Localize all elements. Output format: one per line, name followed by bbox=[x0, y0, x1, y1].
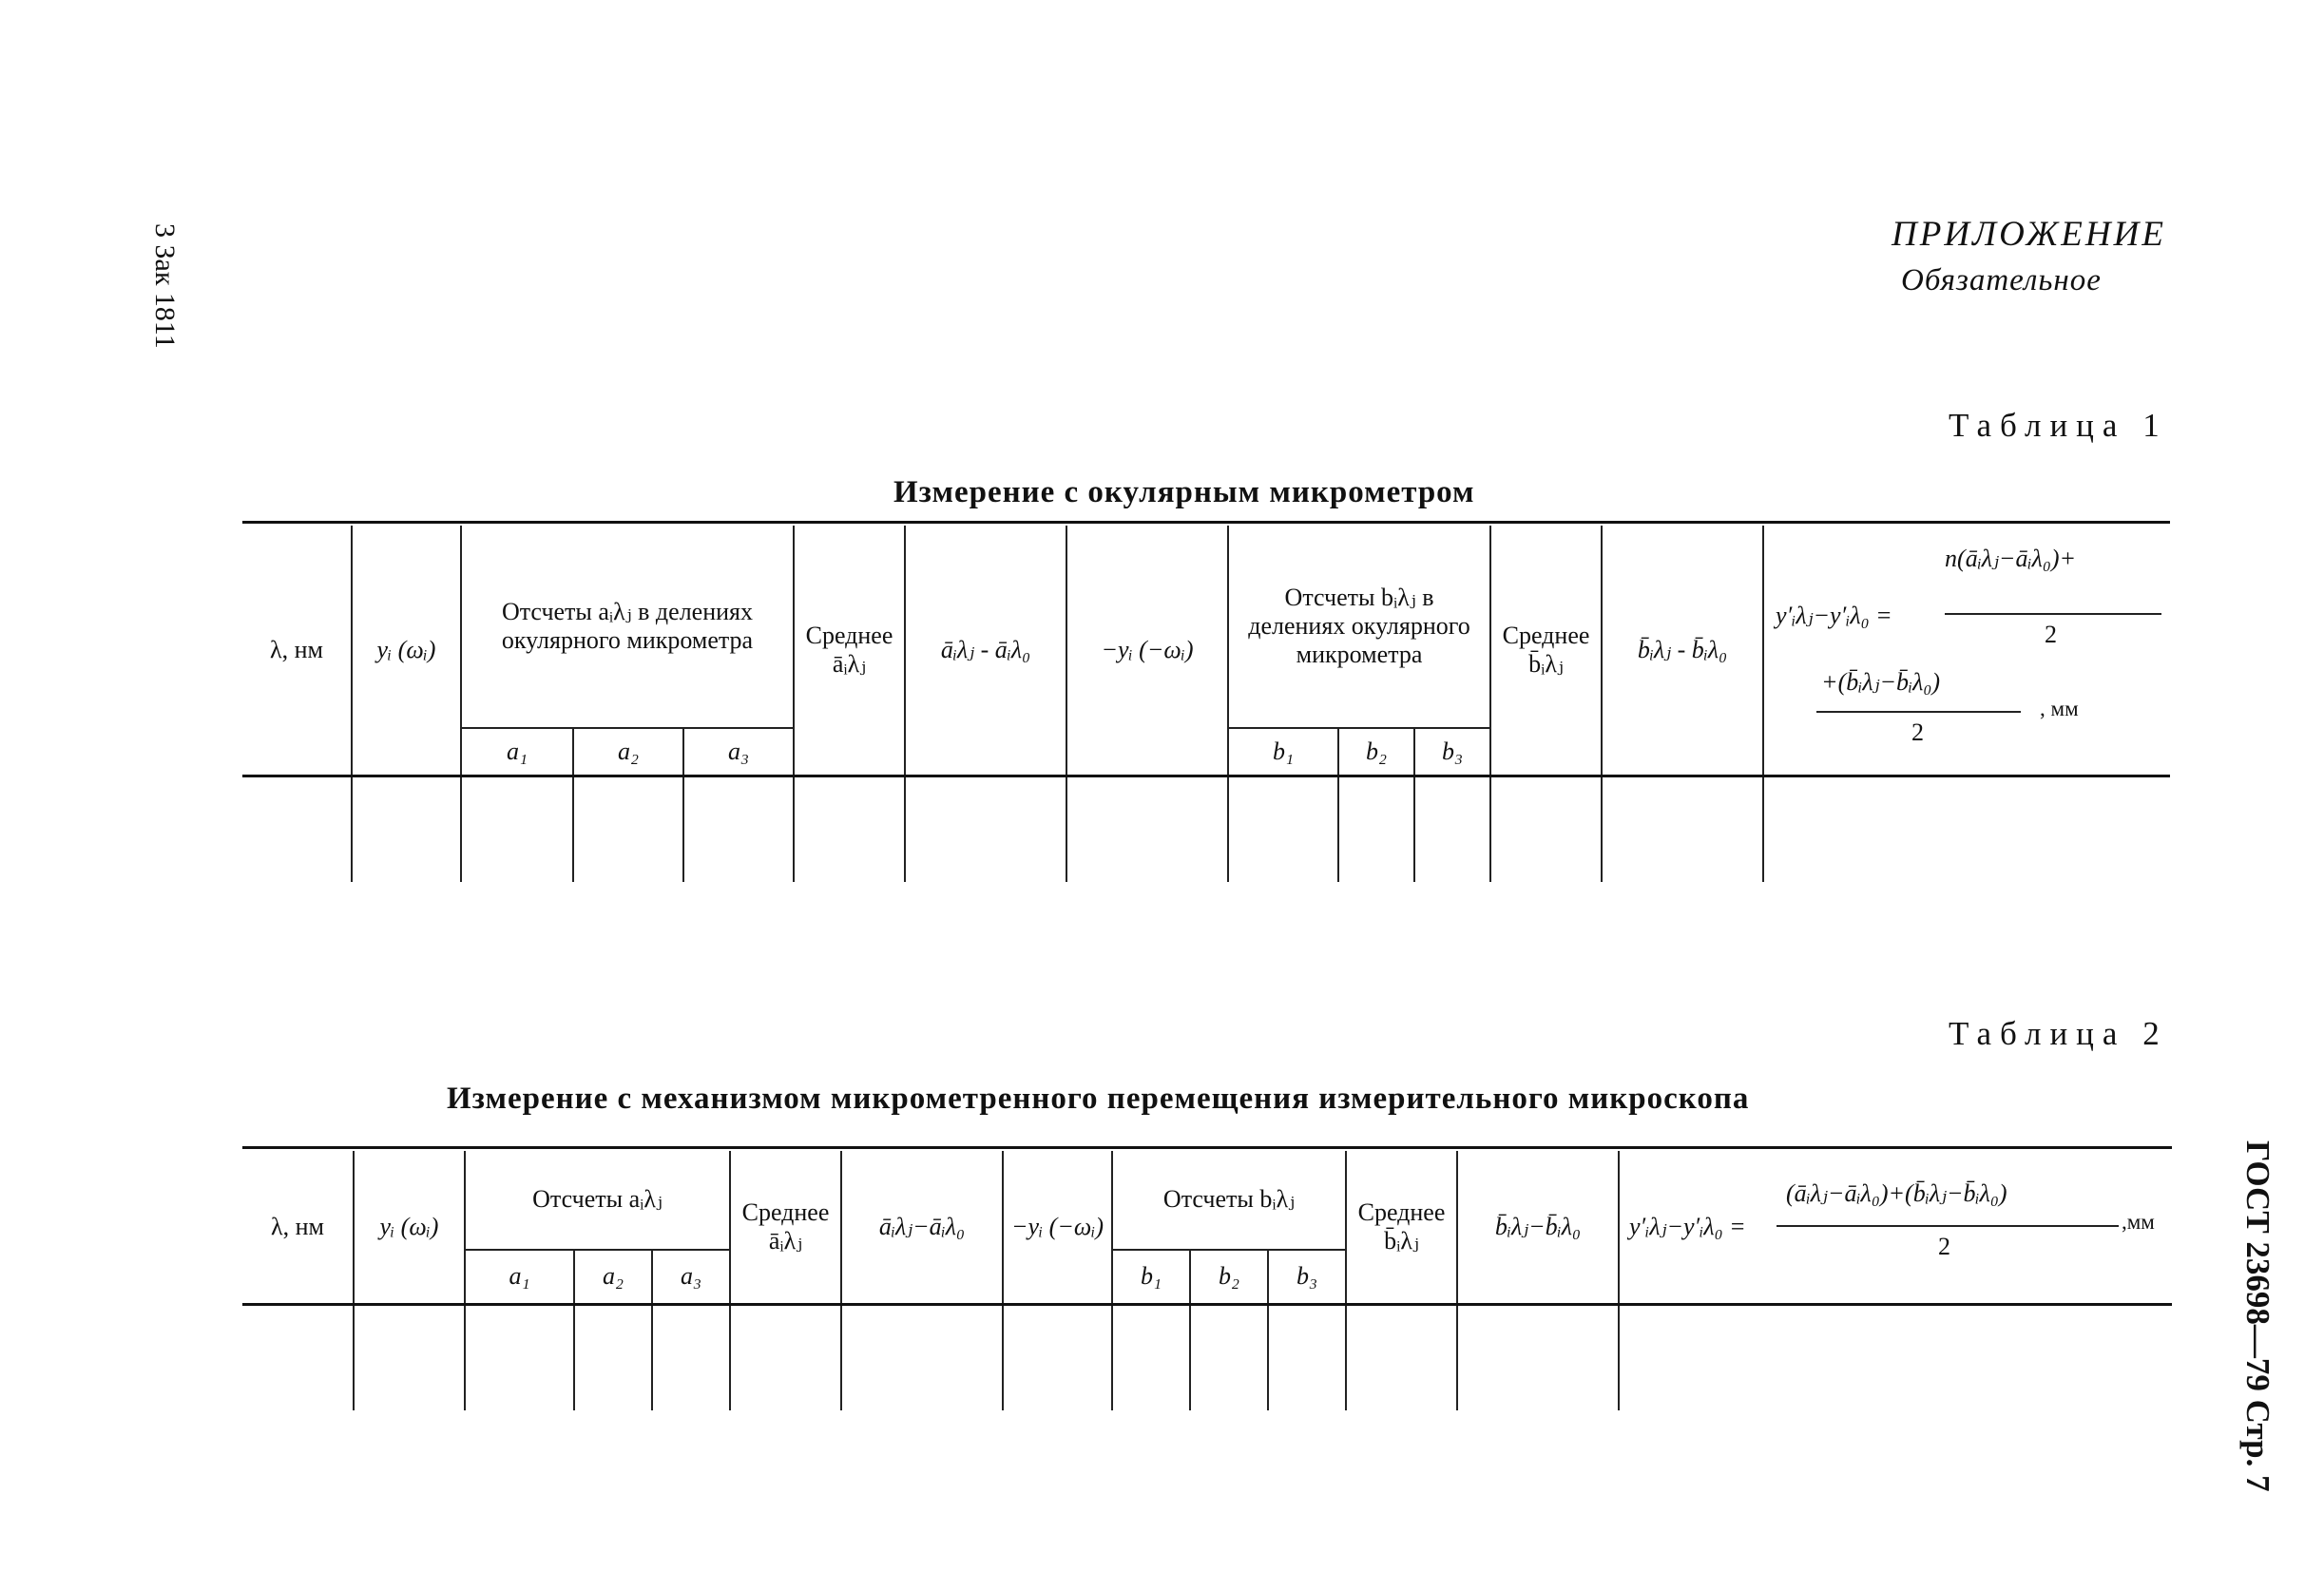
table2 bbox=[242, 1151, 2172, 1410]
t1-col-lambda: λ, нм bbox=[270, 636, 323, 664]
t1-body-cell bbox=[1066, 776, 1228, 883]
table1-title: Измерение с окулярным микрометром bbox=[893, 475, 1475, 509]
t2-col-b-diff: b̄ᵢλⱼ−b̄ᵢλ₀ bbox=[1457, 1151, 1619, 1305]
t1-formula-bar2 bbox=[1816, 711, 2021, 713]
appendix-subtitle: Обязательное bbox=[1901, 263, 2102, 297]
t1-col-a-mean: Среднее āᵢλⱼ bbox=[794, 526, 905, 776]
table2-label: Таблица 2 bbox=[1949, 1015, 2168, 1052]
t1-formula-bar1 bbox=[1945, 613, 2161, 615]
t2-body-cell bbox=[1003, 1305, 1112, 1411]
t1-formula-den1: 2 bbox=[2045, 621, 2058, 648]
t1-col-a-diff: āᵢλⱼ - āᵢλ₀ bbox=[905, 526, 1066, 776]
t2-col-b-readings: Отсчеты bᵢλⱼ bbox=[1112, 1151, 1346, 1250]
t1-body-cell bbox=[242, 776, 352, 883]
t1-formula-lhs: y′ᵢλⱼ−y′ᵢλ₀ = bbox=[1776, 602, 1892, 629]
t2-col-b-mean: Среднее b̄ᵢλⱼ bbox=[1346, 1151, 1457, 1305]
t2-formula-lhs: y′ᵢλⱼ−y′ᵢλ₀ = bbox=[1629, 1213, 1746, 1240]
t2-col-formula bbox=[1619, 1151, 2172, 1305]
t1-body-cell bbox=[905, 776, 1066, 883]
t1-body-cell bbox=[461, 776, 573, 883]
t1-col-b-mean: Среднее b̄ᵢλⱼ bbox=[1490, 526, 1602, 776]
t2-body-cell bbox=[1619, 1305, 2172, 1411]
appendix-title: ПРИЛОЖЕНИЕ bbox=[1892, 215, 2166, 254]
t2-col-y: yᵢ (ωᵢ) bbox=[354, 1151, 465, 1305]
t2-body-cell bbox=[1457, 1305, 1619, 1411]
t2-col-a-mean: Среднее āᵢλⱼ bbox=[730, 1151, 841, 1305]
t1-formula-den2: 2 bbox=[1911, 718, 1925, 746]
t2-body-cell bbox=[841, 1305, 1003, 1411]
t1-body-cell bbox=[1228, 776, 1338, 883]
t2-body-cell bbox=[730, 1305, 841, 1411]
t1-sub-a1: a₁ bbox=[461, 728, 573, 776]
t1-formula-mid: +(b̄ᵢλⱼ−b̄ᵢλ₀) bbox=[1821, 668, 1941, 696]
t2-formula-bar bbox=[1777, 1225, 2119, 1227]
t1-formula-top: n(āᵢλⱼ−āᵢλ₀)+ bbox=[1945, 545, 2077, 572]
t1-col-formula bbox=[1763, 526, 2170, 776]
t1-formula-unit: , мм bbox=[2040, 697, 2079, 720]
t1-body-cell bbox=[573, 776, 683, 883]
t2-body-cell bbox=[1190, 1305, 1268, 1411]
t2-body-cell bbox=[1112, 1305, 1190, 1411]
t2-sub-a1: a₁ bbox=[465, 1250, 574, 1305]
table1-label: Таблица 1 bbox=[1949, 407, 2168, 444]
t2-body-cell bbox=[1346, 1305, 1457, 1411]
t1-sub-b1: b₁ bbox=[1228, 728, 1338, 776]
t1-col-b-readings: Отсчеты bᵢλⱼ в делениях окулярного микрометра bbox=[1228, 526, 1490, 728]
t2-col-a-readings: Отсчеты aᵢλⱼ bbox=[465, 1151, 730, 1250]
t1-body-cell bbox=[1414, 776, 1490, 883]
t2-formula-num: (āᵢλⱼ−āᵢλ₀)+(b̄ᵢλⱼ−b̄ᵢλ₀) bbox=[1786, 1179, 2007, 1207]
t2-sub-b3: b₃ bbox=[1268, 1250, 1346, 1305]
t2-formula-den: 2 bbox=[1938, 1233, 1950, 1260]
t2-sub-b1: b₁ bbox=[1112, 1250, 1190, 1305]
t1-sub-b3: b₃ bbox=[1414, 728, 1490, 776]
t2-body-cell bbox=[242, 1305, 354, 1411]
t2-col-neg-y: −yᵢ (−ωᵢ) bbox=[1003, 1151, 1112, 1305]
t1-body-cell bbox=[352, 776, 461, 883]
table2-title: Измерение с механизмом микрометренного перемещения измерительного микроскопа bbox=[447, 1082, 1750, 1116]
t2-col-lambda: λ, нм bbox=[271, 1213, 324, 1241]
t1-col-neg-y: −yᵢ (−ωᵢ) bbox=[1066, 526, 1228, 776]
table1 bbox=[242, 526, 2170, 882]
table1-top-rule bbox=[242, 521, 2170, 524]
t2-sub-a2: a₂ bbox=[574, 1250, 652, 1305]
t1-col-b-diff: b̄ᵢλⱼ - b̄ᵢλ₀ bbox=[1602, 526, 1763, 776]
t1-body-cell bbox=[1490, 776, 1602, 883]
t1-col-a-readings: Отсчеты aᵢλⱼ в делениях окулярного микрометра bbox=[461, 526, 794, 728]
t2-sub-a3: a₃ bbox=[652, 1250, 730, 1305]
t2-sub-b2: b₂ bbox=[1190, 1250, 1268, 1305]
order-number: 3 Зак 1811 bbox=[149, 223, 181, 349]
t1-body-cell bbox=[683, 776, 794, 883]
t1-body-cell bbox=[1602, 776, 1763, 883]
t2-body-cell bbox=[652, 1305, 730, 1411]
t2-body-cell bbox=[574, 1305, 652, 1411]
t2-body-cell bbox=[354, 1305, 465, 1411]
t1-body-cell bbox=[1338, 776, 1414, 883]
t2-body-cell bbox=[1268, 1305, 1346, 1411]
t2-body-cell bbox=[465, 1305, 574, 1411]
t2-col-a-diff: āᵢλⱼ−āᵢλ₀ bbox=[841, 1151, 1003, 1305]
t1-sub-a3: a₃ bbox=[683, 728, 794, 776]
t1-sub-a2: a₂ bbox=[573, 728, 683, 776]
standard-page-number: ГОСТ 23698—79 Стр. 7 bbox=[2239, 1140, 2276, 1492]
t2-formula-unit: ,мм bbox=[2122, 1210, 2155, 1234]
t1-body-cell bbox=[794, 776, 905, 883]
table2-top-rule bbox=[242, 1146, 2172, 1149]
t1-col-y: yᵢ (ωᵢ) bbox=[352, 526, 461, 776]
t1-body-cell bbox=[1763, 776, 2170, 883]
t1-sub-b2: b₂ bbox=[1338, 728, 1414, 776]
